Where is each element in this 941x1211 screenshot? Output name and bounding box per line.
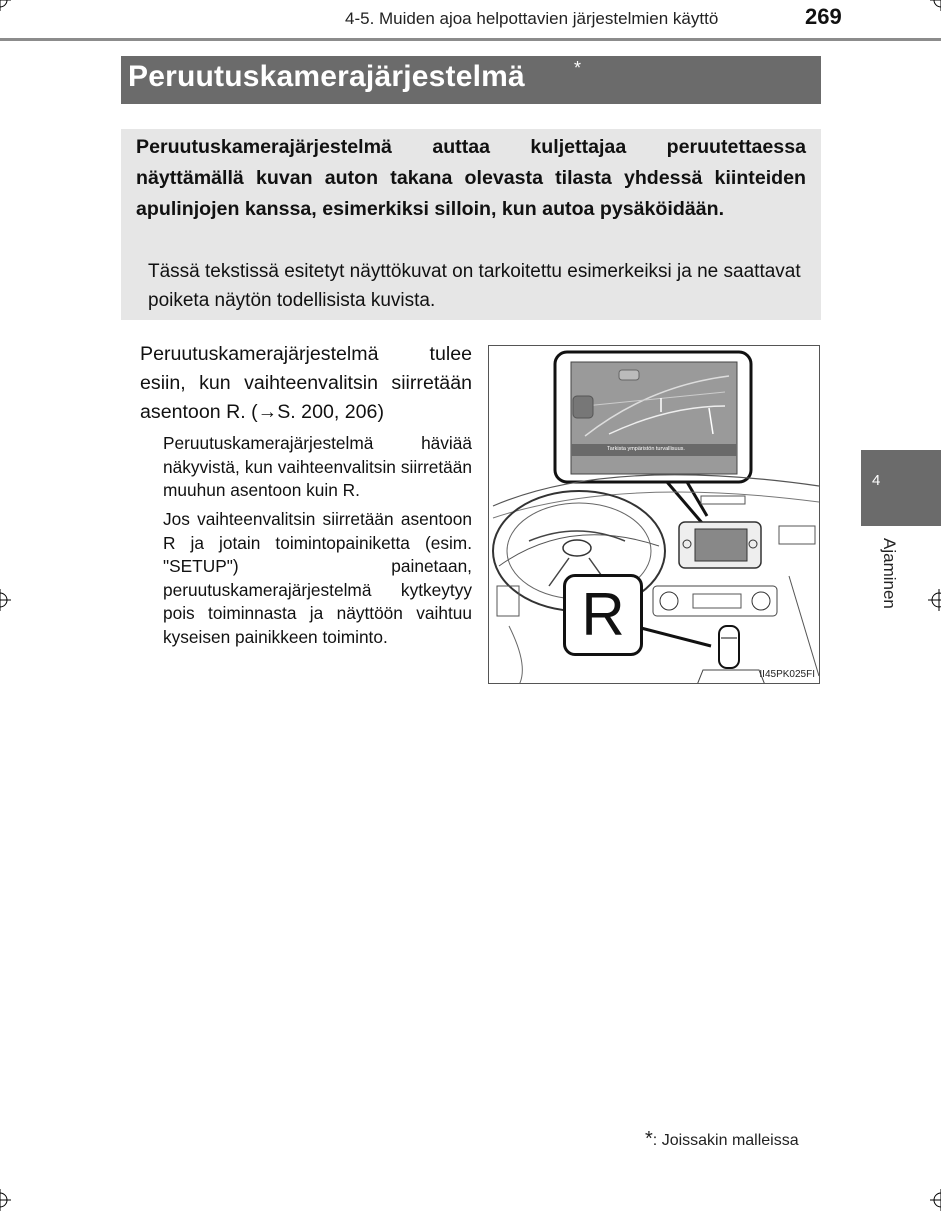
screen-caption: Tarkista ympäristön turvallisuus. [607, 446, 685, 452]
body-subparagraph-2: Jos vaihteenvalitsin siirretään asentoon R ja jotain toimintopainiketta (esim. "SETUP") painetaan, peruutuskamerajärjestelmä kytkeytyy pois toiminnasta ja näyttöön vaihtuu kyseisen painikkeen toiminto. [163, 509, 472, 647]
footnote [645, 1128, 799, 1151]
registration-mark-icon [0, 1189, 11, 1211]
dashboard-illustration [488, 345, 820, 684]
chapter-label: Ajaminen [880, 538, 899, 609]
intro-note: Tässä tekstissä esitetyt näyttökuvat on tarkoitettu esimerkeiksi ja ne saattavat poiketa näytön todellisista kuvista. [148, 261, 801, 311]
body-paragraph: Peruutuskamerajärjestelmä tulee esiin, kun vaihteenvalitsin siirretään asentoon R. (→S. 200, 206) [140, 343, 472, 423]
body-subparagraph-1: Peruutuskamerajärjestelmä häviää näkyvistä, kun vaihteenvalitsin siirretään muuhun asentoon kuin R. [163, 433, 472, 500]
registration-mark-icon [0, 0, 11, 11]
registration-mark-icon [0, 589, 11, 611]
registration-mark-icon [928, 589, 941, 611]
footnote-text: : Joissakin malleissa [652, 1132, 799, 1149]
figure-code: II45PK025FI [759, 669, 815, 680]
page-title: Peruutuskamerajärjestelmä [128, 60, 525, 93]
registration-mark-icon [930, 1189, 941, 1211]
intro-summary: Peruutuskamerajärjestelmä auttaa kuljettajaa peruutettaessa näyttämällä kuvan auton takana olevasta tilasta yhdessä kiinteiden apulinjojen kanssa, esimerkiksi silloin, kun autoa pysäköidään. [136, 136, 806, 220]
gear-position-callout [563, 574, 643, 656]
title-asterisk: * [574, 58, 582, 78]
gear-position-label: R [581, 581, 625, 648]
registration-mark-icon [930, 0, 941, 11]
chapter-number: 4 [872, 472, 881, 489]
footnote-asterisk: * [645, 1128, 653, 1150]
running-header: 4-5. Muiden ajoa helpottavien järjestelmien käyttö [345, 9, 719, 28]
page-number: 269 [805, 4, 842, 29]
dashboard-drawing [489, 346, 820, 684]
header-rule [0, 38, 941, 41]
